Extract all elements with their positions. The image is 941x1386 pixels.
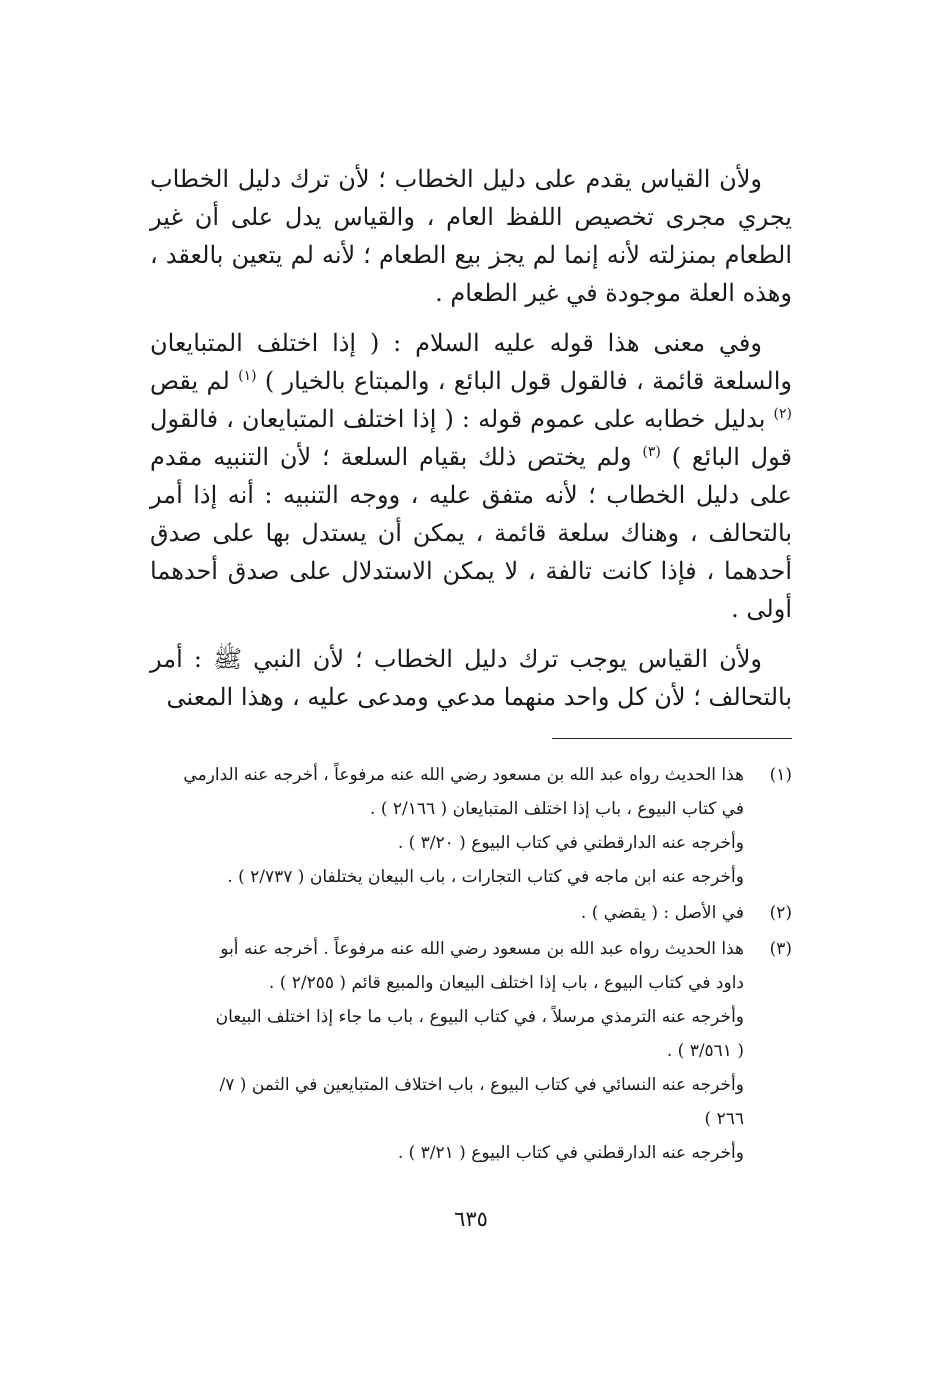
footnote-line: وأخرجه عنه الترمذي مرسلاً ، في كتاب البيوع ، باب ما جاء إذا اختلف البيعان [215, 1007, 744, 1027]
footnote-line: هذا الحديث رواه عبد الله بن مسعود رضي الله عنه مرفوعاً ، أخرجه عنه الدارمي [183, 765, 744, 785]
footnote-2 [150, 896, 792, 930]
footnote-line: وأخرجه عنه الدارقطني في كتاب البيوع ( ٣/٢١ ) . [397, 1143, 744, 1163]
paragraph-text: ولم يختص ذلك بقيام السلعة ؛ لأن التنبيه مقدم على دليل الخطاب ؛ لأنه متفق عليه ، ووجه التنبيه : أنه إذا أمر بالتحالف ، وهناك سلعة قائمة ، يمكن أن يستدل بها على صدق أحدهما ، فإذا كانت تالفة ، لا يمكن الاستدلال على صدق أحدهما أولى . [150, 443, 792, 623]
footnote-number: (٢) [769, 903, 792, 923]
footnote-line: هذا الحديث رواه عبد الله بن مسعود رضي الله عنه مرفوعاً . أخرجه عنه أبو [220, 939, 744, 959]
paragraph-text: وفي معنى هذا قوله عليه السلام : ( إذا اختلف المتبايعان والسلعة قائمة ، فالقول قول البائع ، والمبتاع بالخيار ) [150, 329, 792, 395]
footnote-reference-3[interactable]: (٣) [642, 444, 661, 460]
footnote-line: ٢٦٦ ) [704, 1109, 744, 1129]
page-number: ٦٣٥ [454, 1207, 488, 1231]
footnote-number: (٣) [769, 939, 792, 959]
footnote-line: في كتاب البيوع ، باب إذا اختلف المتبايعان ( ٢/١٦٦ ) . [370, 799, 744, 819]
footnote-body [150, 896, 744, 930]
footnote-3 [150, 932, 792, 1170]
paragraph-text: بدليل خطابه على عموم قوله : ( إذا اختلف المتبايعان ، فالقول قول البائع ) [150, 405, 792, 471]
paragraph-text: ولأن القياس يقدم على دليل الخطاب ؛ لأن ترك دليل الخطاب يجري مجرى تخصيص اللفظ العام ، والقياس يدل على أن غير الطعام بمنزلته لأنه إنما لم يجز بيع الطعام ؛ لأنه لم يتعين بالعقد ، وهذه العلة موجودة في غير الطعام . [150, 165, 792, 307]
footnote-line: في الأصل : ( يقضي ) . [580, 903, 744, 923]
footnote-separator [552, 738, 792, 739]
footnote-reference-2[interactable]: (٢) [773, 406, 792, 422]
footnote-line: داود في كتاب البيوع ، باب إذا اختلف البيعان والمبيع قائم ( ٢/٢٥٥ ) . [268, 973, 744, 993]
footnote-1 [150, 758, 792, 894]
body-paragraph-1 [150, 160, 792, 312]
body-paragraph-2 [150, 324, 792, 628]
footnote-line: ( ٣/٥٦١ ) . [666, 1041, 744, 1061]
footnote-line: وأخرجه عنه الدارقطني في كتاب البيوع ( ٣/٢٠ ) . [397, 833, 744, 853]
footnote-body [150, 758, 744, 894]
footnote-reference-1[interactable]: (١) [238, 368, 257, 384]
footnotes [150, 758, 792, 1172]
book-page [150, 160, 792, 1260]
footnote-line: وأخرجه عنه النسائي في كتاب البيوع ، باب اختلاف المتبايعين في الثمن ( ٧/ [219, 1075, 744, 1095]
body-paragraph-3 [150, 640, 792, 716]
footnote-line: وأخرجه عنه ابن ماجه في كتاب التجارات ، باب البيعان يختلفان ( ٢/٧٣٧ ) . [227, 867, 744, 887]
footnote-number: (١) [769, 765, 792, 785]
paragraph-text: لم يقص [150, 367, 230, 395]
footnote-body [150, 932, 744, 1170]
paragraph-text: ولأن القياس يوجب ترك دليل الخطاب ؛ لأن النبي ﷺ : أمر بالتحالف ؛ لأن كل واحد منهما مدعي ومدعى عليه ، وهذا المعنى [150, 645, 792, 711]
